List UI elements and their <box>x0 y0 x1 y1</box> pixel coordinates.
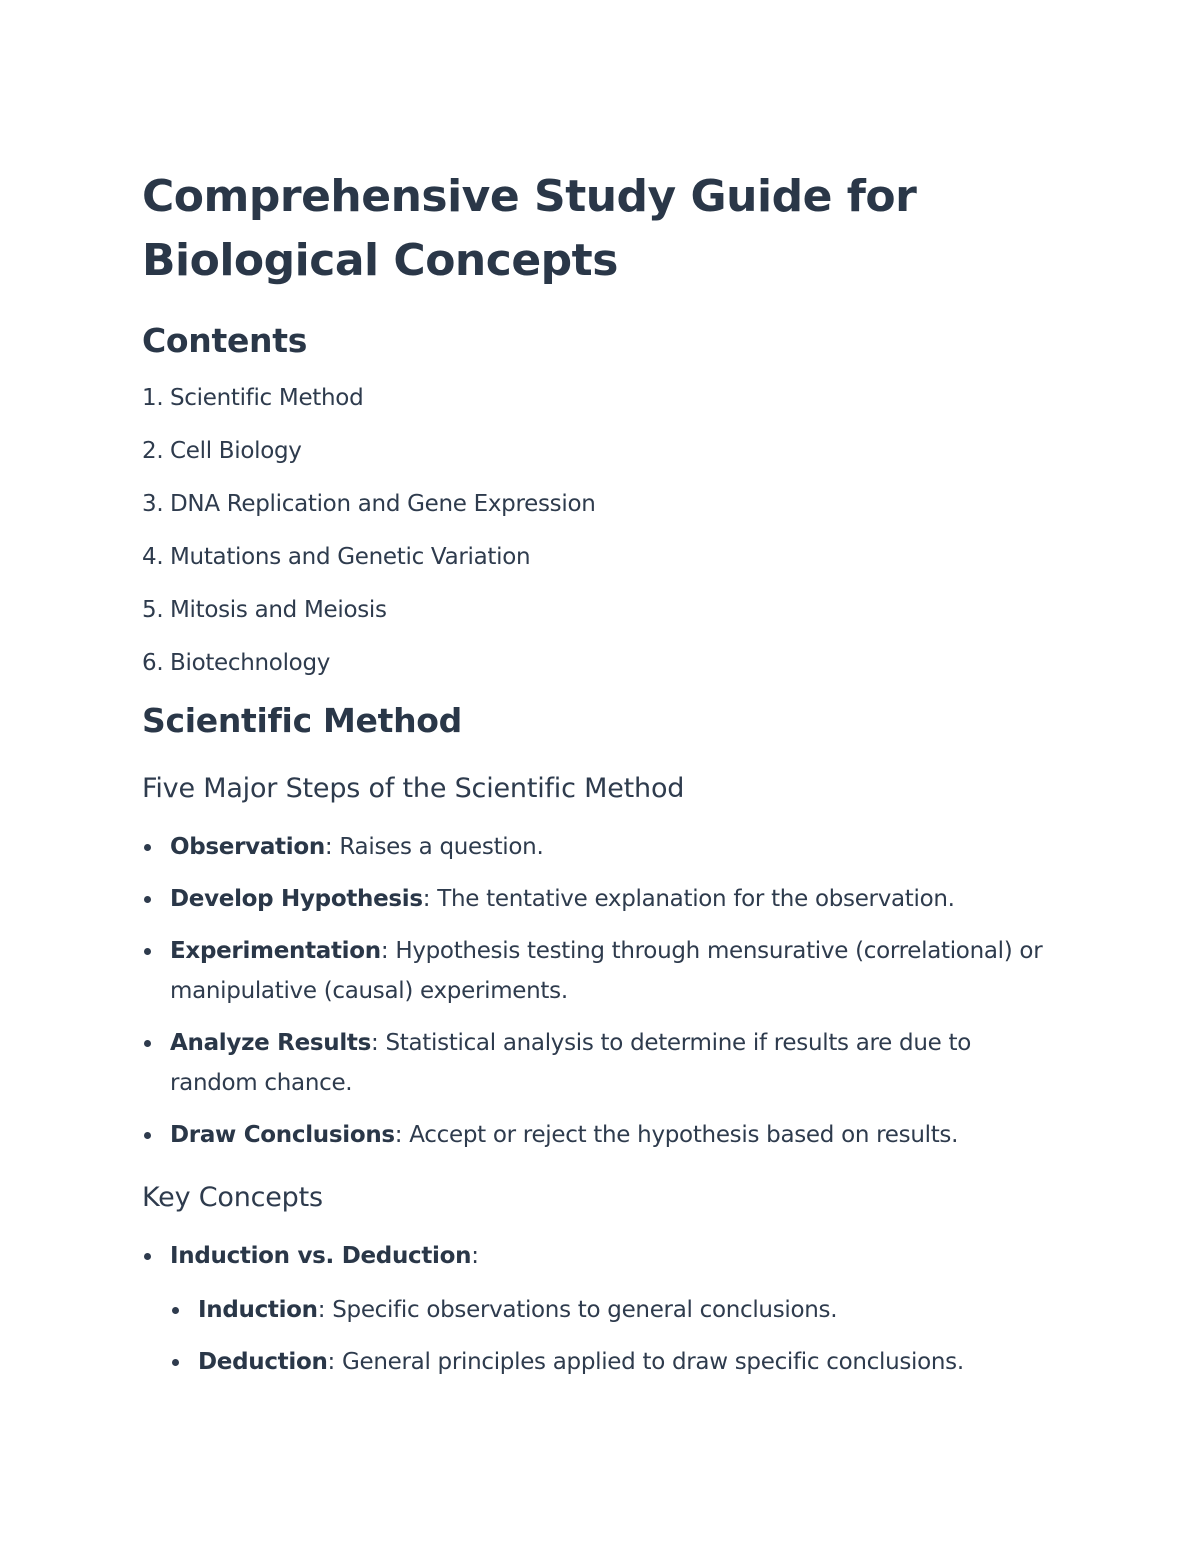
step-term: Experimentation <box>170 938 381 964</box>
list-item <box>142 879 1062 919</box>
toc-item-label: DNA Replication and Gene Expression <box>170 491 596 517</box>
toc-item-number: 6. <box>142 650 164 676</box>
toc-item-number: 5. <box>142 597 164 623</box>
list-item <box>142 1023 1062 1103</box>
toc-item-dna-replication[interactable] <box>142 490 1062 518</box>
toc-item-label: Mitosis and Meiosis <box>170 597 387 623</box>
list-item <box>170 1342 1062 1382</box>
step-text: : Raises a question. <box>324 834 544 860</box>
table-of-contents <box>142 384 1062 677</box>
toc-item-label: Cell Biology <box>170 438 302 464</box>
document-page <box>142 165 1062 1382</box>
concept-term: Deduction <box>198 1349 328 1375</box>
list-item <box>142 827 1062 867</box>
step-text: : The tentative explanation for the observation. <box>422 886 955 912</box>
bullet-icon <box>144 1040 151 1047</box>
bullet-icon <box>144 1253 151 1260</box>
document-title-line-2: Biological Concepts <box>142 235 618 286</box>
concept-text: : <box>471 1243 479 1269</box>
concept-text: : Specific observations to general conclusions. <box>317 1297 838 1323</box>
bullet-icon <box>144 896 151 903</box>
document-title <box>142 165 1062 293</box>
step-term: Develop Hypothesis <box>170 886 423 912</box>
toc-item-mutations[interactable] <box>142 543 1062 571</box>
step-term: Draw Conclusions <box>170 1122 395 1148</box>
toc-item-number: 1. <box>142 385 164 411</box>
concept-text: : General principles applied to draw specific conclusions. <box>327 1349 964 1375</box>
toc-item-label: Scientific Method <box>170 385 364 411</box>
sub-list <box>170 1290 1062 1382</box>
concept-term: Induction <box>198 1297 318 1323</box>
key-concepts-heading: Key Concepts <box>142 1182 323 1213</box>
bullet-icon <box>172 1307 179 1314</box>
list-item <box>142 931 1062 1011</box>
steps-heading: Five Major Steps of the Scientific Method <box>142 773 685 804</box>
toc-item-number: 4. <box>142 544 164 570</box>
bullet-icon <box>144 1132 151 1139</box>
bullet-icon <box>144 948 151 955</box>
step-text: : Accept or reject the hypothesis based on results. <box>394 1122 959 1148</box>
document-title-line-1: Comprehensive Study Guide for <box>142 171 917 222</box>
bullet-icon <box>172 1359 179 1366</box>
toc-item-number: 3. <box>142 491 164 517</box>
toc-item-scientific-method[interactable] <box>142 384 1062 412</box>
toc-item-biotechnology[interactable] <box>142 649 1062 677</box>
scientific-method-heading: Scientific Method <box>142 701 463 740</box>
contents-heading: Contents <box>142 321 308 360</box>
toc-item-number: 2. <box>142 438 164 464</box>
list-item <box>170 1290 1062 1330</box>
step-term: Observation <box>170 834 325 860</box>
bullet-icon <box>144 844 151 851</box>
key-concepts-list <box>142 1236 1062 1382</box>
steps-list <box>142 827 1062 1155</box>
list-item <box>142 1115 1062 1155</box>
toc-item-mitosis-meiosis[interactable] <box>142 596 1062 624</box>
step-text: : Hypothesis testing through mensurative (correlational) or manipulative (causal) experiments. <box>170 938 1043 1004</box>
list-item <box>142 1236 1062 1382</box>
concept-term: Induction vs. Deduction <box>170 1243 472 1269</box>
toc-item-label: Mutations and Genetic Variation <box>170 544 531 570</box>
toc-item-cell-biology[interactable] <box>142 437 1062 465</box>
step-text: : Statistical analysis to determine if results are due to random chance. <box>170 1030 971 1096</box>
step-term: Analyze Results <box>170 1030 372 1056</box>
toc-item-label: Biotechnology <box>170 650 331 676</box>
